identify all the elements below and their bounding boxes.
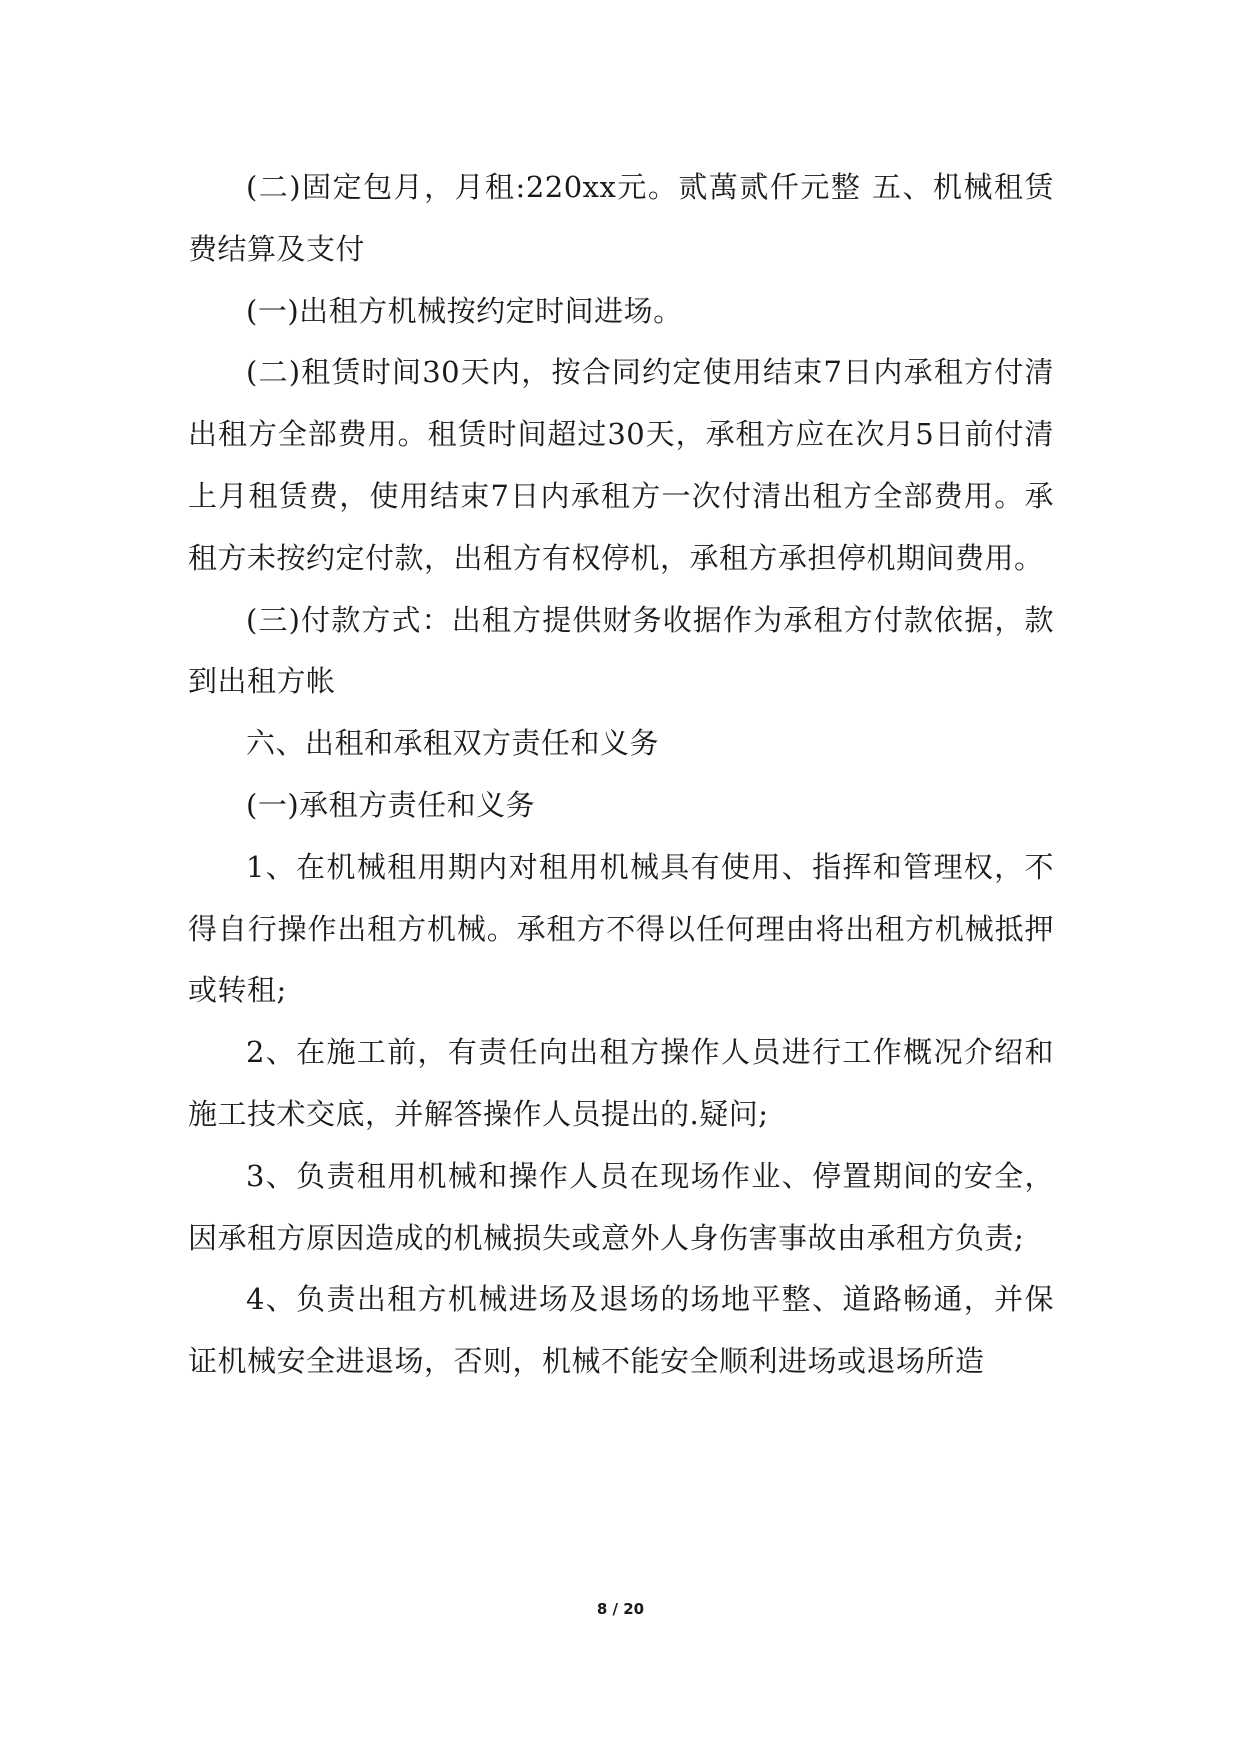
section-heading-responsibilities: 六、出租和承租双方责任和义务: [246, 726, 660, 761]
list-item-1: 1、在机械租用期内对租用机械具有使用、指挥和管理权，不得自行操作出租方机械。承租方不得以任何理由将出租方机械抵押或转租;: [188, 849, 1054, 1008]
paragraph-fixed-monthly-rent: (二)固定包月，月租:220xx元。贰萬贰仟元整 五、机械租赁费结算及支付: [188, 170, 1054, 266]
paragraph-entry-on-time: (一)出租方机械按约定时间进场。: [246, 293, 683, 328]
document-body: [188, 157, 1054, 1393]
list-item-2: 2、在施工前，有责任向出租方操作人员进行工作概况介绍和施工技术交底，并解答操作人员提出的.疑问;: [188, 1035, 1054, 1131]
list-item-4: 4、负责出租方机械进场及退场的场地平整、道路畅通，并保证机械安全进退场，否则，机械不能安全顺利进场或退场所造: [188, 1282, 1054, 1379]
paragraph-payment-method: (三)付款方式：出租方提供财务收据作为承租方付款依据，款到出租方帐: [188, 602, 1054, 699]
page-number: 8 / 20: [596, 1600, 645, 1618]
subsection-heading-lessee: (一)承租方责任和义务: [246, 787, 536, 822]
paragraph-payment-schedule: (二)租赁时间30天内，按合同约定使用结束7日内承租方付清出租方全部费用。租赁时间超过30天，承租方应在次月5日前付清上月租赁费，使用结束7日内承租方一次付清出租方全部费用。承租方未按约定付款，出租方有权停机，承租方承担停机期间费用。: [188, 355, 1054, 575]
list-item-3: 3、负责租用机械和操作人员在现场作业、停置期间的安全，因承租方原因造成的机械损失或意外人身伤害事故由承租方负责;: [188, 1158, 1054, 1255]
